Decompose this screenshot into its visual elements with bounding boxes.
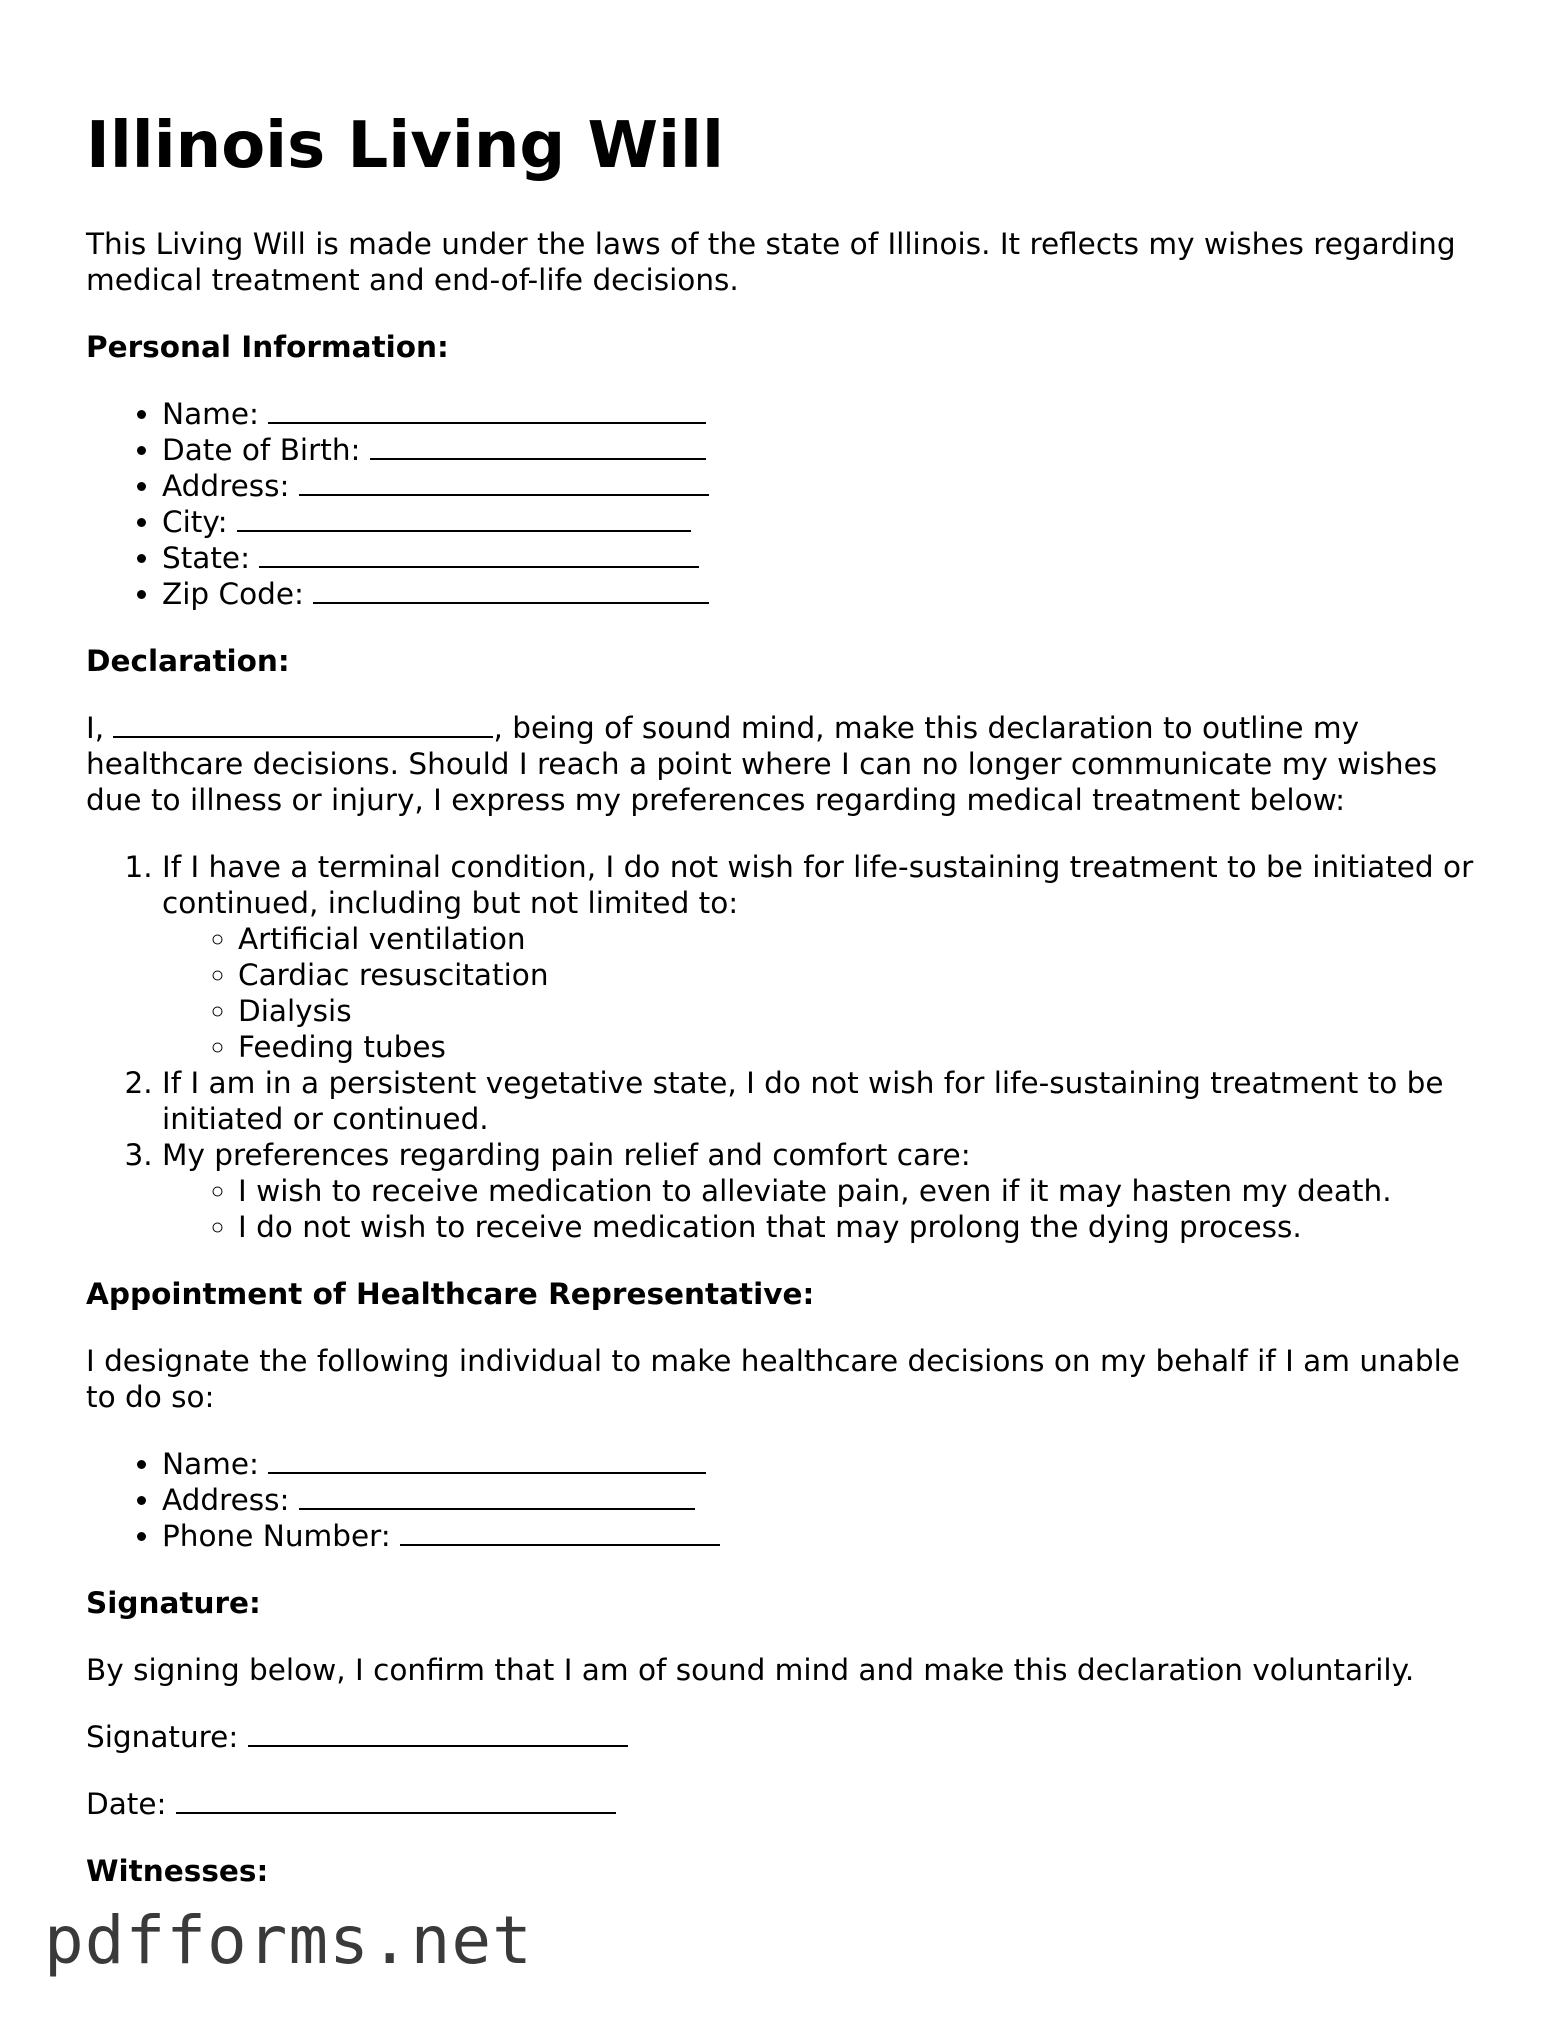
rep-field-name — [162, 1446, 1486, 1482]
preference-text: My preferences regarding pain relief and comfort care: — [162, 1138, 971, 1172]
watermark: pdfforms.net — [44, 1902, 533, 1979]
field-label: Zip Code: — [162, 577, 304, 611]
field-label: Address: — [162, 1483, 290, 1517]
representative-intro: I designate the following individual to make healthcare decisions on my behalf if I am unable to do so: — [86, 1344, 1460, 1414]
preference-item — [162, 849, 1486, 1065]
representative-list — [86, 1446, 1486, 1554]
document-title: Illinois Living Will — [86, 109, 724, 183]
rep-address-blank[interactable] — [299, 1484, 695, 1510]
sub-item: ◦ Dialysis — [238, 993, 1486, 1029]
city-blank[interactable] — [237, 506, 691, 532]
field-label: City: — [162, 505, 228, 539]
preference-item — [162, 1065, 1486, 1137]
document-body — [86, 226, 1486, 1920]
field-address — [162, 468, 1486, 504]
signature-label: Signature: — [86, 1720, 239, 1754]
rep-name-blank[interactable] — [268, 1448, 706, 1474]
preferences-list — [86, 849, 1486, 1245]
treatment-sublist — [162, 921, 1486, 1065]
field-state — [162, 540, 1486, 576]
address-blank[interactable] — [299, 470, 709, 496]
declaration-text: , being of sound mind, make this declaration to outline my healthcare decisions. Should I reach a point where I can no longer communicate my wishes due to illness or injury, I express my preferences regarding medical treatment below: — [86, 711, 1438, 817]
date-label: Date: — [86, 1787, 167, 1821]
state-blank[interactable] — [259, 542, 699, 568]
preference-text: If I am in a persistent vegetative state, I do not wish for life-sustaining treatment to be initiated or continued. — [162, 1066, 1444, 1136]
name-blank[interactable] — [268, 398, 706, 424]
pain-relief-sublist — [162, 1173, 1486, 1245]
preference-text: If I have a terminal condition, I do not wish for life-sustaining treatment to be initiated or continued, including but not limited to: — [162, 850, 1474, 920]
sub-item: ◦ Artificial ventilation — [238, 921, 1486, 957]
field-city — [162, 504, 1486, 540]
signature-line — [86, 1719, 1486, 1755]
field-label: Name: — [162, 397, 259, 431]
sub-item: ◦ Cardiac resuscitation — [238, 957, 1486, 993]
field-label: Phone Number: — [162, 1519, 391, 1553]
declarant-name-blank[interactable] — [113, 712, 493, 738]
sub-item: ◦ Feeding tubes — [238, 1029, 1486, 1065]
field-zip-code — [162, 576, 1486, 612]
declaration-paragraph — [86, 710, 1486, 818]
date-of-birth-blank[interactable] — [370, 434, 706, 460]
field-label: Name: — [162, 1447, 259, 1481]
personal-info-list — [86, 396, 1486, 612]
rep-field-address — [162, 1482, 1486, 1518]
declaration-heading: Declaration: — [86, 644, 290, 678]
sub-item: ◦ I do not wish to receive medication that may prolong the dying process. — [238, 1209, 1486, 1245]
representative-heading: Appointment of Healthcare Representative: — [86, 1277, 815, 1311]
rep-field-phone — [162, 1518, 1486, 1554]
field-label: Address: — [162, 469, 290, 503]
date-line — [86, 1786, 1486, 1822]
zip-code-blank[interactable] — [313, 578, 709, 604]
rep-phone-blank[interactable] — [400, 1520, 720, 1546]
field-label: Date of Birth: — [162, 433, 361, 467]
date-blank[interactable] — [176, 1788, 616, 1814]
field-name — [162, 396, 1486, 432]
declaration-prefix: I, — [86, 711, 105, 745]
intro-paragraph: This Living Will is made under the laws of the state of Illinois. It reflects my wishes regarding medical treatment and end-of-life decisions. — [86, 227, 1456, 297]
field-label: State: — [162, 541, 251, 575]
signature-statement: By signing below, I confirm that I am of sound mind and make this declaration voluntarily. — [86, 1653, 1415, 1687]
signature-blank[interactable] — [248, 1721, 628, 1747]
preference-item — [162, 1137, 1486, 1245]
witnesses-heading: Witnesses: — [86, 1854, 269, 1888]
personal-info-heading: Personal Information: — [86, 330, 449, 364]
signature-heading: Signature: — [86, 1586, 261, 1620]
sub-item: ◦ I wish to receive medication to alleviate pain, even if it may hasten my death. — [238, 1173, 1486, 1209]
field-date-of-birth — [162, 432, 1486, 468]
